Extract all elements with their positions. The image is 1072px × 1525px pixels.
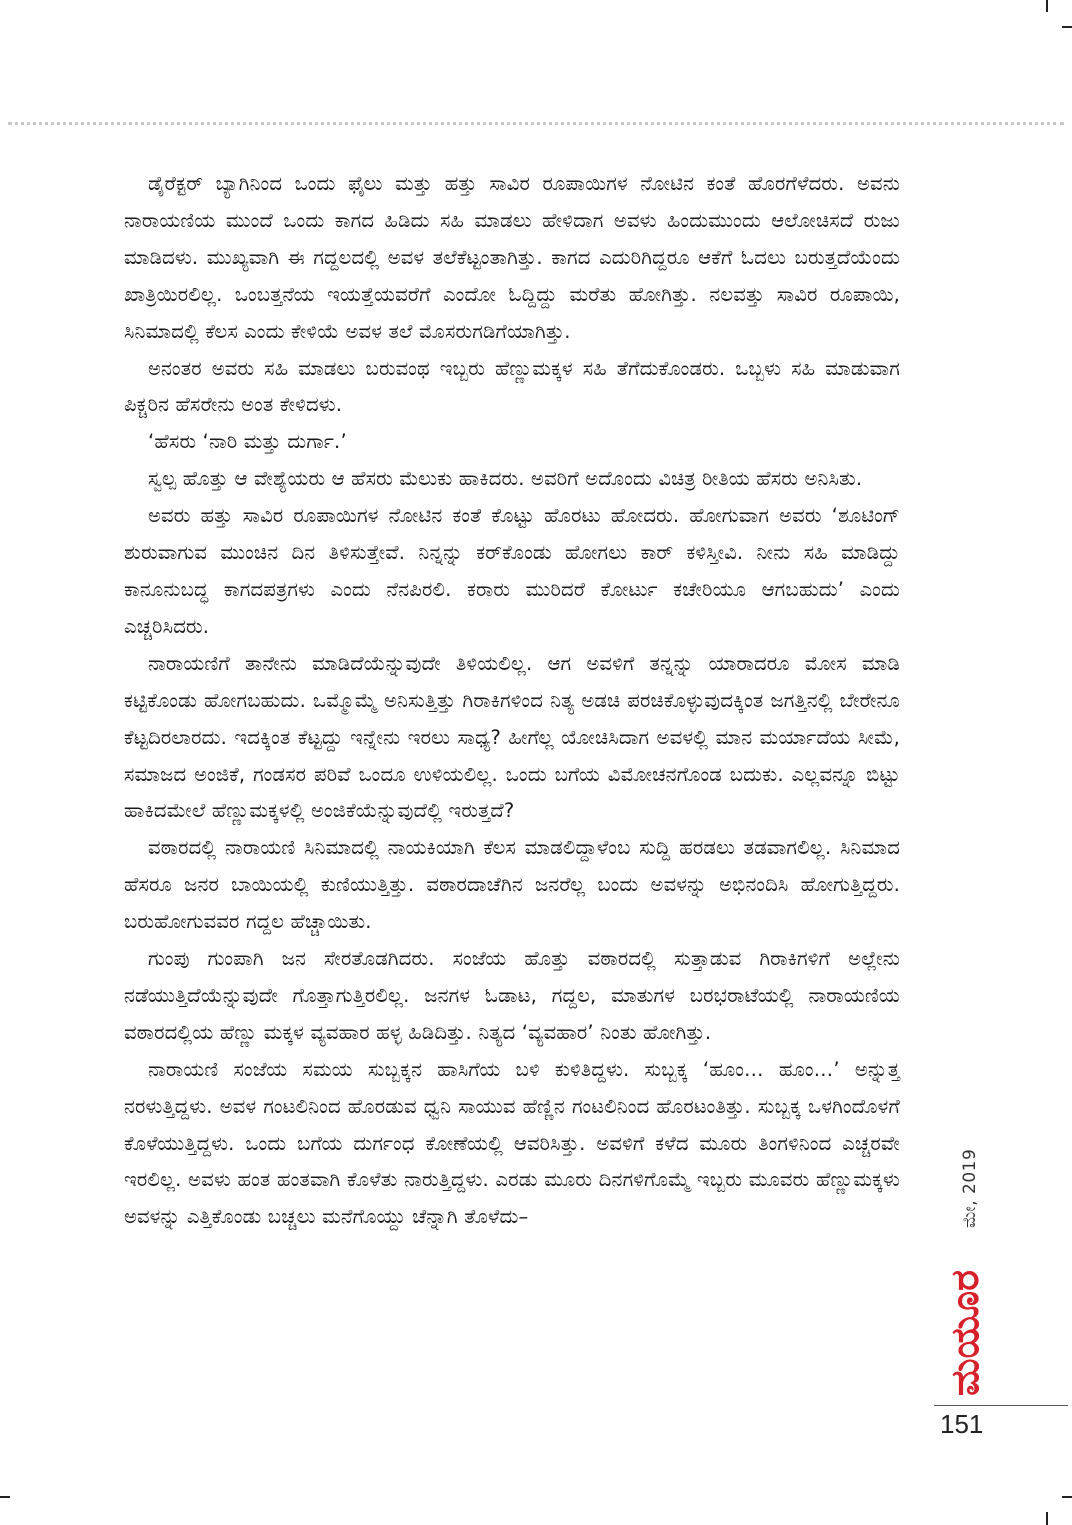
page-number: 151 bbox=[940, 1409, 984, 1439]
crop-mark-top-right bbox=[1046, 0, 1048, 12]
magazine-logo-text: ಮಯೂರ bbox=[943, 1274, 987, 1396]
crop-mark-right-bottom bbox=[1062, 1496, 1072, 1498]
magazine-logo bbox=[932, 1268, 990, 1398]
crop-mark-right-upper bbox=[1062, 26, 1072, 28]
paragraph: ‘ಹೆಸರು ‘ನಾರಿ ಮತ್ತು ದುರ್ಗಾ.’ bbox=[148, 430, 347, 454]
paragraph: ವಠಾರದಲ್ಲಿ ನಾರಾಯಣಿ ಸಿನಿಮಾದಲ್ಲಿ ನಾಯಕಿಯಾಗಿ ಕೆಲಸ ಮಾಡಲಿದ್ದಾಳೆಂಬ ಸುದ್ದಿ ಹರಡಲು ತಡವಾಗಲಿಲ್ಲ. ಸಿನಿಮಾದ ಹೆಸರೂ ಜನರ ಬಾಯಿಯಲ್ಲಿ ಕುಣಿಯುತ್ತಿತ್ತು. ವಠಾರದಾಚೆಗಿನ ಜನರೆಲ್ಲ ಬಂದು ಅವಳನ್ನು ಅಭಿನಂದಿಸಿ ಹೋಗುತ್ತಿದ್ದರು. ಬರುಹೋಗುವವರ ಗದ್ದಲ ಹೆಚ್ಚಾಯಿತು. bbox=[124, 836, 900, 934]
footer-rule bbox=[934, 1405, 1068, 1406]
paragraph: ಸ್ವಲ್ಪ ಹೊತ್ತು ಆ ವೇಶ್ಯೆಯರು ಆ ಹೆಸರು ಮೆಲುಕು ಹಾಕಿದರು. ಅವರಿಗೆ ಅದೊಂದು ವಿಚಿತ್ರ ರೀತಿಯ ಹೆಸರು ಅನಿಸಿತು. bbox=[148, 467, 863, 491]
paragraph: ನಾರಾಯಣಿ ಸಂಜೆಯ ಸಮಯ ಸುಬ್ಬಕ್ಕನ ಹಾಸಿಗೆಯ ಬಳಿ ಕುಳಿತಿದ್ದಳು. ಸುಬ್ಬಕ್ಕ ‘ಹೂಂ… ಹೂಂ…’ ಅನ್ನುತ್ತ ನರಳುತ್ತಿದ್ದಳು. ಅವಳ ಗಂಟಲಿನಿಂದ ಹೊರಡುವ ಧ್ವನಿ ಸಾಯುವ ಹೆಣ್ಣಿನ ಗಂಟಲಿನಿಂದ ಹೊರಟಂತಿತ್ತು. ಸುಬ್ಬಕ್ಕ ಒಳಗಿಂದೊಳಗೆ ಕೊಳೆಯುತ್ತಿದ್ದಳು. ಒಂದು ಬಗೆಯ ದುರ್ಗಂಧ ಕೋಣೆಯಲ್ಲಿ ಆವರಿಸಿತ್ತು. ಅವಳಿಗೆ ಕಳೆದ ಮೂರು ತಿಂಗಳಿನಿಂದ ಎಚ್ಚರವೇ ಇರಲಿಲ್ಲ. ಅವಳು ಹಂತ ಹಂತವಾಗಿ ಕೊಳೆತು ನಾರುತ್ತಿದ್ದಳು. ಎರಡು ಮೂರು ದಿನಗಳಿಗೊಮ್ಮೆ ಇಬ್ಬರು ಮೂವರು ಹೆಣ್ಣುಮಕ್ಕಳು ಅವಳನ್ನು ಎತ್ತಿಕೊಂಡು ಬಚ್ಚಲು ಮನೆಗೊಯ್ದು ಚೆನ್ನಾಗಿ ತೊಳೆದು– bbox=[124, 1057, 900, 1229]
header-dotted-rule bbox=[8, 122, 1064, 125]
crop-mark-left-bottom bbox=[0, 1496, 10, 1498]
paragraph: ಡೈರೆಕ್ಟರ್ ಬ್ಯಾಗಿನಿಂದ ಒಂದು ಫೈಲು ಮತ್ತು ಹತ್ತು ಸಾವಿರ ರೂಪಾಯಿಗಳ ನೋಟಿನ ಕಂತೆ ಹೊರಗೆಳೆದರು. ಅವನು ನಾರಾಯಣಿಯ ಮುಂದೆ ಒಂದು ಕಾಗದ ಹಿಡಿದು ಸಹಿ ಮಾಡಲು ಹೇಳಿದಾಗ ಅವಳು ಹಿಂದುಮುಂದು ಆಲೋಚಿಸದೆ ರುಜು ಮಾಡಿದಳು. ಮುಖ್ಯವಾಗಿ ಈ ಗದ್ದಲದಲ್ಲಿ ಅವಳ ತಲೆಕೆಟ್ಟಂತಾಗಿತ್ತು. ಕಾಗದ ಎದುರಿಗಿದ್ದರೂ ಆಕೆಗೆ ಓದಲು ಬರುತ್ತದೆಯೆಂದು ಖಾತ್ರಿಯಿರಲಿಲ್ಲ. ಒಂಬತ್ತನೆಯ ಇಯತ್ತೆಯವರೆಗೆ ಎಂದೋ ಓದ್ದಿದ್ದು ಮರೆತು ಹೋಗಿತ್ತು. ನಲವತ್ತು ಸಾವಿರ ರೂಪಾಯಿ, ಸಿನಿಮಾದಲ್ಲಿ ಕೆಲಸ ಎಂದು ಕೇಳಿಯೆ ಅವಳ ತಲೆ ಮೊಸರುಗಡಿಗೆಯಾಗಿತ್ತು. bbox=[124, 172, 900, 343]
crop-mark-bottom-right bbox=[1046, 1512, 1048, 1525]
paragraph: ಅನಂತರ ಅವರು ಸಹಿ ಮಾಡಲು ಬರುವಂಥ ಇಬ್ಬರು ಹೆಣ್ಣುಮಕ್ಕಳ ಸಹಿ ತೆಗೆದುಕೊಂಡರು. ಒಬ್ಬಳು ಸಹಿ ಮಾಡುವಾಗ ಪಿಕ್ಚರಿನ ಹೆಸರೇನು ಅಂತ ಕೇಳಿದಳು. bbox=[124, 356, 900, 417]
issue-date: ಮೇ, 2019 bbox=[960, 1148, 980, 1228]
magazine-sidebar bbox=[928, 1116, 990, 1396]
paragraph: ಅವರು ಹತ್ತು ಸಾವಿರ ರೂಪಾಯಿಗಳ ನೋಟಿನ ಕಂತೆ ಕೊಟ್ಟು ಹೊರಟು ಹೋದರು. ಹೋಗುವಾಗ ಅವರು ‘ಶೂಟಿಂಗ್ ಶುರುವಾಗುವ ಮುಂಚಿನ ದಿನ ತಿಳಿಸುತ್ತೇವೆ. ನಿನ್ನನ್ನು ಕರ್‌ಕೊಂಡು ಹೋಗಲು ಕಾರ್ ಕಳಿಸ್ತೀವಿ. ನೀನು ಸಹಿ ಮಾಡಿದ್ದು ಕಾನೂನುಬದ್ಧ ಕಾಗದಪತ್ರಗಳು ಎಂದು ನೆನಪಿರಲಿ. ಕರಾರು ಮುರಿದರೆ ಕೋರ್ಟು ಕಚೇರಿಯೂ ಆಗಬಹುದು’ ಎಂದು ಎಚ್ಚರಿಸಿದರು. bbox=[124, 504, 900, 638]
paragraph: ಗುಂಪು ಗುಂಪಾಗಿ ಜನ ಸೇರತೊಡಗಿದರು. ಸಂಜೆಯ ಹೊತ್ತು ವಠಾರದಲ್ಲಿ ಸುತ್ತಾಡುವ ಗಿರಾಕಿಗಳಿಗೆ ಅಲ್ಲೇನು ನಡೆಯುತ್ತಿದೆಯೆನ್ನುವುದೇ ಗೊತ್ತಾಗುತ್ತಿರಲಿಲ್ಲ. ಜನಗಳ ಓಡಾಟ, ಗದ್ದಲ, ಮಾತುಗಳ ಬರಭರಾಟೆಯಲ್ಲಿ ನಾರಾಯಣಿಯ ವಠಾರದಲ್ಲಿಯ ಹೆಣ್ಣು ಮಕ್ಕಳ ವ್ಯವಹಾರ ಹಳ್ಳ ಹಿಡಿದಿತ್ತು. ನಿತ್ಯದ ‘ವ್ಯವಹಾರ’ ನಿಂತು ಹೋಗಿತ್ತು. bbox=[124, 947, 900, 1044]
article-body bbox=[124, 166, 900, 1236]
paragraph: ನಾರಾಯಣಿಗೆ ತಾನೇನು ಮಾಡಿದೆಯೆನ್ನುವುದೇ ತಿಳಿಯಲಿಲ್ಲ. ಆಗ ಅವಳಿಗೆ ತನ್ನನ್ನು ಯಾರಾದರೂ ಮೋಸ ಮಾಡಿ ಕಟ್ಟಿಕೊಂಡು ಹೋಗಬಹುದು. ಒಮ್ಮೊಮ್ಮೆ ಅನಿಸುತ್ತಿತ್ತು ಗಿರಾಕಿಗಳಿಂದ ನಿತ್ಯ ಅಡಚಿ ಪರಚಿಕೊಳ್ಳುವುದಕ್ಕಿಂತ ಜಗತ್ತಿನಲ್ಲಿ ಬೇರೇನೂ ಕೆಟ್ಟದಿರಲಾರದು. ಇದಕ್ಕಿಂತ ಕೆಟ್ಟದ್ದು ಇನ್ನೇನು ಇರಲು ಸಾಧ್ಯ? ಹೀಗೆಲ್ಲ ಯೋಚಿಸಿದಾಗ ಅವಳಲ್ಲಿ ಮಾನ ಮರ್ಯಾದೆಯ ಸೀಮೆ, ಸಮಾಜದ ಅಂಜಿಕೆ, ಗಂಡಸರ ಪರಿವೆ ಒಂದೂ ಉಳಿಯಲಿಲ್ಲ. ಒಂದು ಬಗೆಯ ವಿಮೋಚನಗೊಂಡ ಬದುಕು. ಎಲ್ಲವನ್ನೂ ಬಿಟ್ಟು ಹಾಕಿದಮೇಲೆ ಹೆಣ್ಣುಮಕ್ಕಳಲ್ಲಿ ಅಂಜಿಕೆಯೆನ್ನುವುದೆಲ್ಲಿ ಇರುತ್ತದೆ? bbox=[124, 651, 900, 823]
